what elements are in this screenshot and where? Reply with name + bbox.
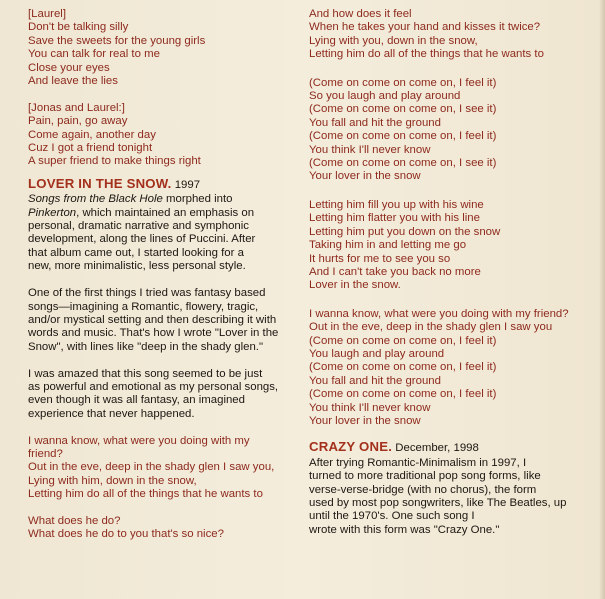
lyrics-block-feel (309, 8, 591, 62)
paragraph-text: used by most pop songwriters, like The Beatles, up (309, 497, 567, 509)
paragraph-text: and/or mystical setting and then describing it with (28, 313, 277, 326)
album-title: Pinkerton (28, 206, 77, 219)
lyric-line: And how does it feel (309, 8, 412, 20)
lyric-line: (Come on come on come on, I feel it) (309, 361, 497, 374)
page-edge-shadow (599, 0, 605, 599)
paragraph-text: verse-verse-bridge (with no chorus), the form (309, 483, 537, 496)
lyric-line: (Come on come on come on, I feel it) (309, 130, 497, 143)
paragraph-text: One of the first things I tried was fantasy based (28, 287, 266, 300)
section-heading-crazy-one (309, 440, 591, 455)
paragraph-text: words and music. That's how I wrote "Lover in the (28, 327, 279, 340)
lyric-line: Save the sweets for the young girls (28, 34, 206, 47)
lyric-line: It hurts for me to see you so (309, 252, 451, 265)
lyric-line: You laugh and play around (309, 347, 445, 360)
paragraph-text: development, along the lines of Puccini. After (28, 233, 256, 246)
lyric-line: What does he do? (28, 514, 121, 527)
lyric-line: Lover in the snow. (309, 279, 401, 292)
paragraph-text: After trying Romantic-Minimalism in 1997, I (309, 456, 527, 469)
lyric-line: I wanna know, what were you doing with my (28, 434, 250, 447)
lyric-line: Lying with him, down in the snow, (28, 474, 197, 487)
paragraph-text: personal, dramatic narrative and symphonic (28, 220, 249, 233)
paragraph-text: even though it was all fantasy, an imagined (28, 394, 245, 407)
section-title: LOVER IN THE SNOW. (28, 175, 172, 191)
right-column (309, 8, 591, 537)
paragraph-crazy-one (309, 457, 591, 537)
section-heading-lover-in-the-snow (28, 177, 290, 192)
lyric-line: You think I'll never know (309, 401, 431, 414)
lyric-line: Your lover in the snow (309, 414, 421, 427)
lyric-line: (Come on come on come on, I feel it) (309, 76, 497, 89)
lyric-line: Pain, pain, go away (28, 115, 128, 128)
lyrics-block-laurel (28, 8, 290, 88)
paragraph-text: songs—imagining a Romantic, flowery, tragic, (28, 300, 259, 313)
lyric-line: [Laurel] (28, 8, 66, 20)
lyric-line: Cuz I got a friend tonight (28, 142, 153, 155)
lyric-line: You fall and hit the ground (309, 374, 441, 387)
lyric-line: And leave the lies (28, 75, 118, 88)
lyric-line: (Come on come on come on, I see it) (309, 103, 497, 116)
lyric-line: Lying with you, down in the snow, (309, 34, 478, 47)
lyric-line: Letting him flatter you with his line (309, 212, 480, 225)
lyric-line: (Come on come on come on, I see it) (309, 157, 497, 170)
lyric-line: So you laugh and play around (309, 90, 461, 103)
lyrics-block-outro (309, 308, 591, 429)
lyric-line: Your lover in the snow (309, 170, 421, 183)
lyric-line: Letting him fill you up with his wine (309, 198, 484, 211)
lyrics-block-question (28, 515, 290, 542)
lyrics-block-verse (28, 435, 290, 502)
lyric-line: Out in the eve, deep in the shady glen I saw you (309, 321, 553, 334)
paragraph-text: wrote with this form was "Crazy One." (309, 523, 500, 536)
paragraph-text: experience that never happened. (28, 407, 195, 420)
paragraph-text: new, more minimalistic, less personal style. (28, 260, 246, 273)
lyric-line: friend? (28, 447, 63, 460)
album-title: Songs from the Black Hole (28, 193, 163, 206)
paragraph-text: Snow", with lines like "deep in the shady glen." (28, 340, 264, 353)
lyric-line: Letting him do all of the things that he wants to (28, 488, 263, 501)
lyric-line: You fall and hit the ground (309, 116, 441, 129)
paragraph-text: turned to more traditional pop song forms, like (309, 470, 541, 483)
lyric-line: [Jonas and Laurel:] (28, 101, 125, 114)
section-year: December, 1998 (395, 442, 479, 455)
lyric-line: Letting him do all of the things that he wants to (309, 48, 544, 61)
lyric-line: Don't be talking silly (28, 21, 129, 34)
left-column (28, 8, 290, 542)
paragraph-intro (28, 193, 290, 273)
paragraph-amazed (28, 368, 290, 422)
lyric-line: You can talk for real to me (28, 48, 160, 61)
paragraph-text: , which maintained an emphasis on (76, 206, 255, 219)
lyric-line: Close your eyes (28, 61, 110, 74)
lyric-line: And I can't take you back no more (309, 265, 481, 278)
lyric-line: (Come on come on come on, I feel it) (309, 388, 497, 401)
lyric-line: Come again, another day (28, 128, 156, 141)
paragraph-fantasy (28, 287, 290, 354)
lyric-line: A super friend to make things right (28, 155, 201, 168)
lyrics-block-chorus (309, 77, 591, 184)
paragraph-text: I was amazed that this song seemed to be just (28, 367, 263, 380)
lyrics-block-bridge (309, 199, 591, 293)
paragraph-text: as powerful and emotional as my personal songs, (28, 380, 279, 393)
lyric-line: You think I'll never know (309, 143, 431, 156)
paragraph-text: that album came out, I started looking for a (28, 246, 244, 259)
lyric-line: Letting him put you down on the snow (309, 225, 501, 238)
section-title: CRAZY ONE. (309, 439, 393, 455)
lyrics-block-jonas-laurel (28, 102, 290, 169)
lyric-line: (Come on come on come on, I feel it) (309, 334, 497, 347)
lyric-line: Out in the eve, deep in the shady glen I saw you, (28, 461, 275, 474)
paragraph-text: until the 1970's. One such song I (309, 510, 475, 523)
lyric-line: I wanna know, what were you doing with my friend? (309, 307, 569, 320)
lyric-line: Taking him in and letting me go (309, 239, 467, 252)
lyric-line: When he takes your hand and kisses it twice? (309, 21, 541, 34)
paragraph-text: morphed into (162, 193, 233, 206)
lyric-line: What does he do to you that's so nice? (28, 528, 224, 541)
section-year: 1997 (174, 178, 201, 191)
